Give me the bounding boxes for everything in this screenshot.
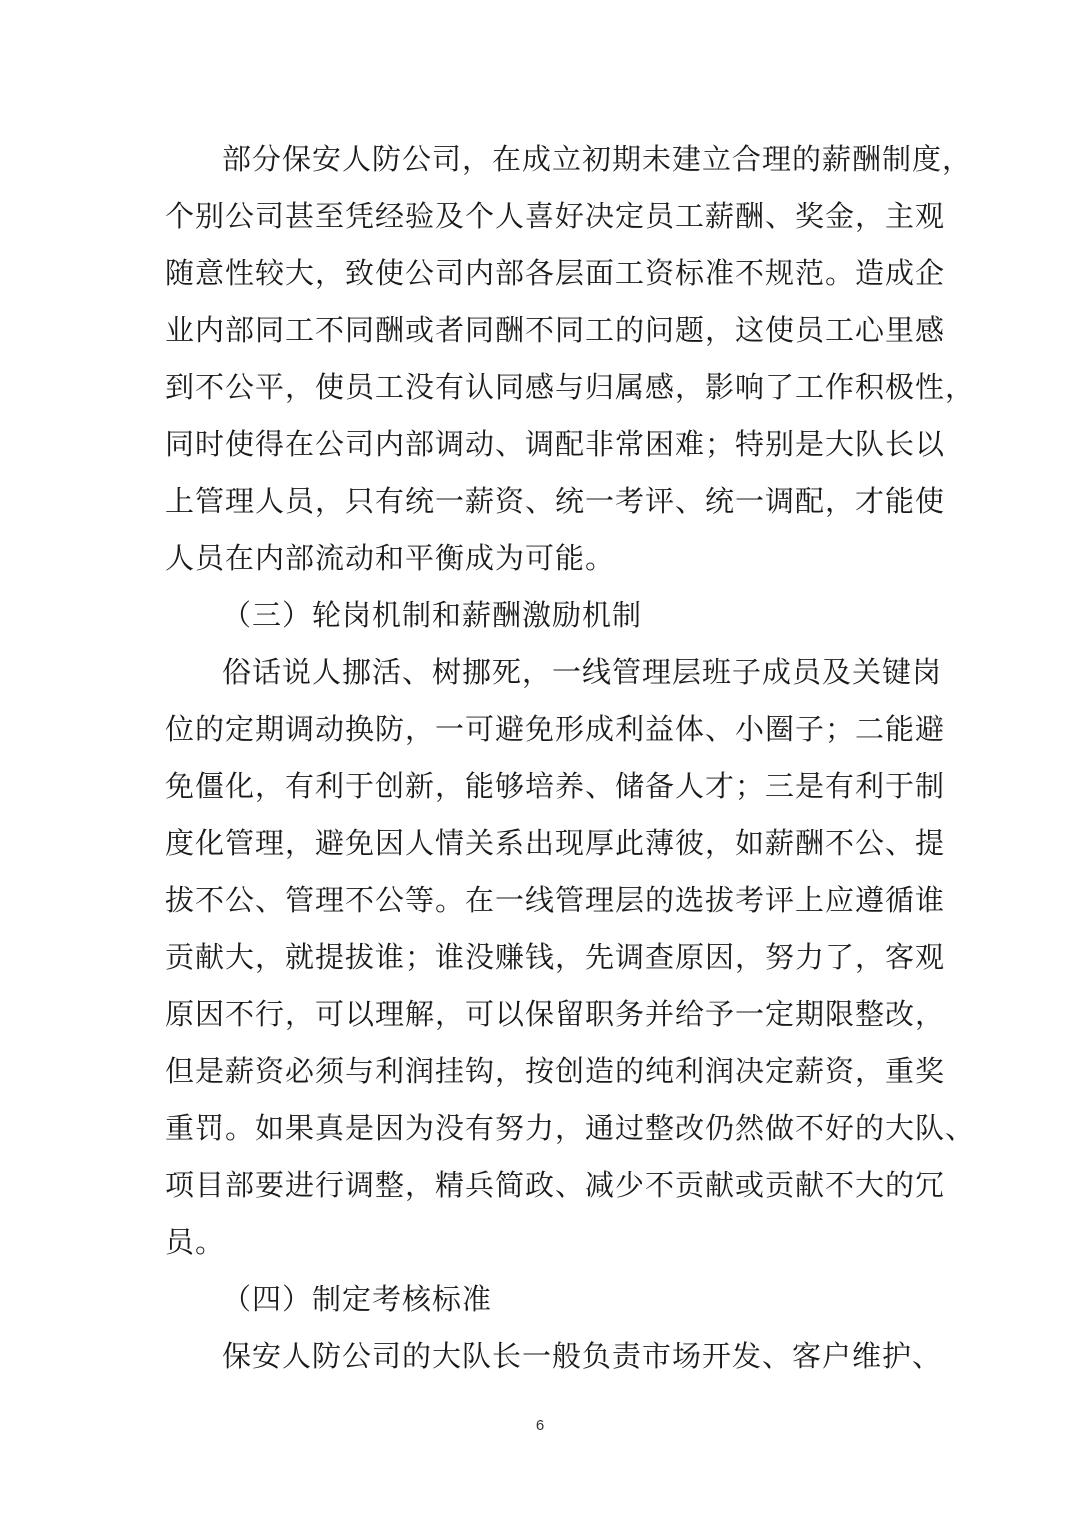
text-line: 保安人防公司的大队长一般负责市场开发、客户维护、 <box>222 1339 943 1373</box>
text-line: 俗话说人挪活、树挪死，一线管理层班子成员及关键岗 <box>222 655 943 689</box>
text-line: 度化管理，避免因人情关系出现厚此薄彼，如薪酬不公、提 <box>165 826 946 860</box>
section-heading: （四）制定考核标准 <box>222 1282 493 1316</box>
text-line: 位的定期调动换防，一可避免形成利益体、小圈子；二能避 <box>165 712 946 746</box>
text-line: 人员在内部流动和平衡成为可能。 <box>165 541 616 575</box>
text-line: 部分保安人防公司，在成立初期未建立合理的薪酬制度， <box>222 142 973 176</box>
text-line: 但是薪资必须与利润挂钩，按创造的纯利润决定薪资，重奖 <box>165 1054 946 1088</box>
text-line: 拔不公、管理不公等。在一线管理层的选拔考评上应遵循谁 <box>165 883 946 917</box>
page-number: 6 <box>535 1417 545 1434</box>
text-line: 免僵化，有利于创新，能够培养、储备人才；三是有利于制 <box>165 769 946 803</box>
text-line: 随意性较大，致使公司内部各层面工资标准不规范。造成企 <box>165 256 946 290</box>
text-line: 到不公平，使员工没有认同感与归属感，影响了工作积极性， <box>165 370 976 404</box>
text-line: 上管理人员，只有统一薪资、统一考评、统一调配，才能使 <box>165 484 946 518</box>
text-line: 业内部同工不同酬或者同酬不同工的问题，这使员工心里感 <box>165 313 946 347</box>
text-line: 重罚。如果真是因为没有努力，通过整改仍然做不好的大队、 <box>165 1111 976 1145</box>
text-line: 贡献大，就提拔谁；谁没赚钱，先调查原因，努力了，客观 <box>165 940 946 974</box>
section-heading: （三）轮岗机制和薪酬激励机制 <box>222 598 643 632</box>
text-line: 原因不行，可以理解，可以保留职务并给予一定期限整改， <box>165 997 946 1031</box>
text-line: 同时使得在公司内部调动、调配非常困难；特别是大队长以 <box>165 427 946 461</box>
text-line: 个别公司甚至凭经验及个人喜好决定员工薪酬、奖金，主观 <box>165 199 946 233</box>
text-line: 员。 <box>165 1225 226 1259</box>
text-line: 项目部要进行调整，精兵简政、减少不贡献或贡献不大的冗 <box>165 1168 946 1202</box>
